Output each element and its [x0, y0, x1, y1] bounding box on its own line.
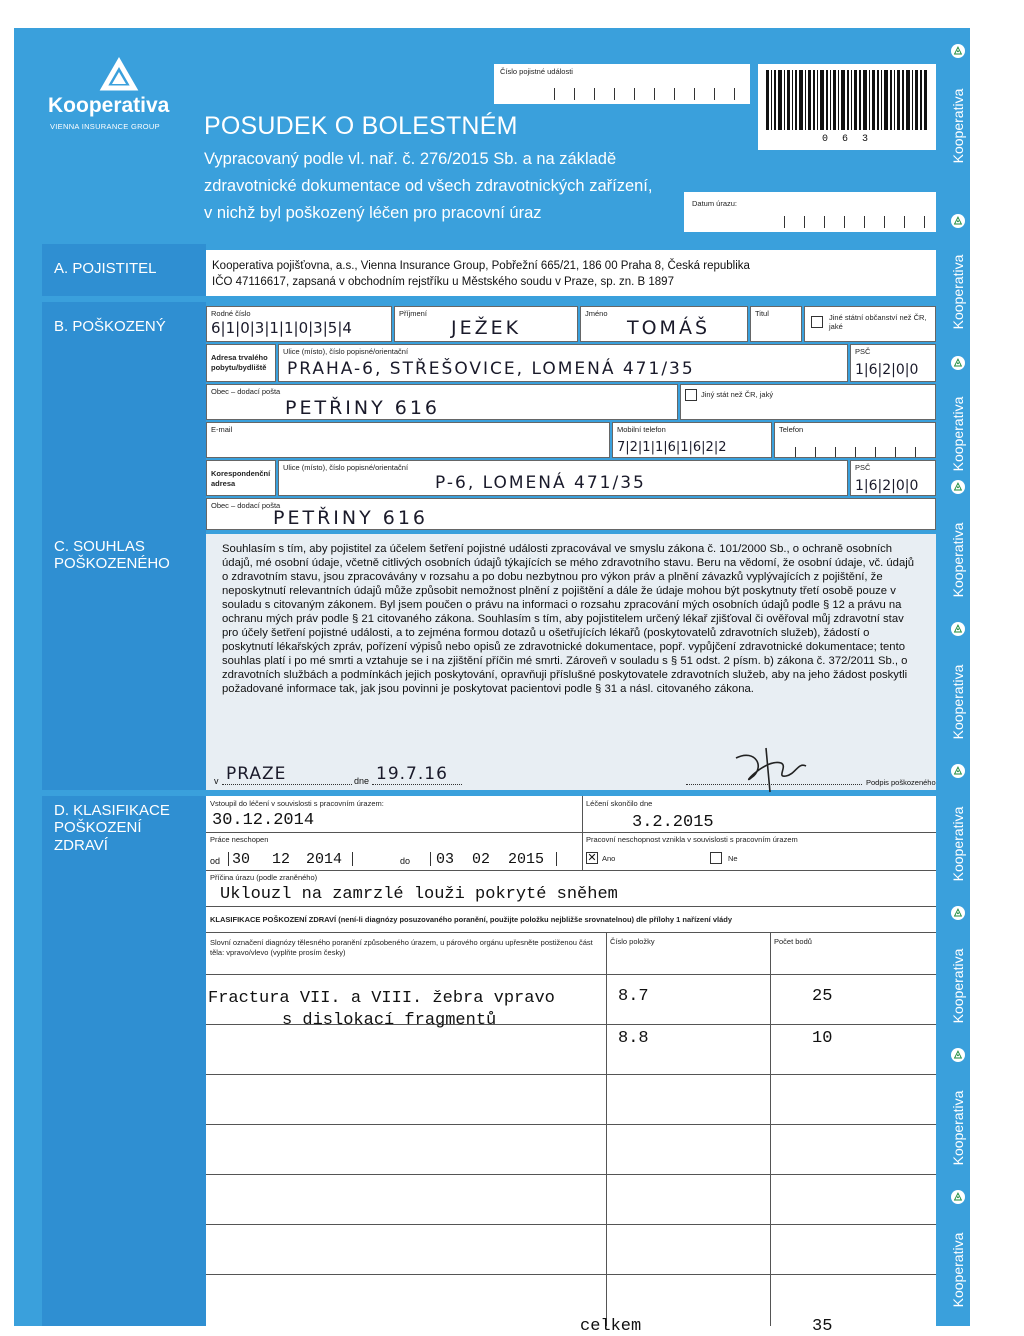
incapacity-yes-label: Ano	[602, 854, 616, 863]
total-label: celkem	[580, 1317, 642, 1336]
birth-number-value: 6|1|0|3|1|1|0|3|5|4	[211, 319, 352, 337]
stripe-logo-icon: ◬	[951, 356, 965, 370]
birth-number-field[interactable]	[206, 306, 392, 342]
diagnosis-row-2[interactable]: s dislokací fragmentů	[282, 1011, 497, 1030]
insurer-line1: Kooperativa pojišťovna, a.s., Vienna Insurance Group, Pobřežní 665/21, 186 00 Praha 8, Česká republika	[212, 260, 750, 272]
section-b-label: B. POŠKOZENÝ	[54, 318, 166, 335]
incapacity-no-checkbox[interactable]	[710, 852, 722, 864]
stripe-brand-text: Kooperativa	[950, 806, 966, 882]
kooperativa-logo	[44, 58, 194, 138]
phone-field[interactable]	[774, 422, 936, 458]
disability-label: Práce neschopen	[210, 835, 269, 844]
treatment-start-value[interactable]: 30.12.2014	[212, 811, 315, 830]
email-field[interactable]	[206, 422, 610, 458]
treatment-end-value[interactable]: 3.2.2015	[632, 813, 714, 832]
stripe-logo-icon: ◬	[951, 1190, 965, 1204]
cause-value[interactable]: Uklouzl na zamrzlé louži pokryté sněhem	[220, 885, 618, 904]
form-page	[14, 28, 970, 1336]
kooperativa-logo-icon	[44, 58, 194, 96]
injury-date-label: Datum úrazu:	[692, 199, 738, 208]
subtitle-line: zdravotnické dokumentace od všech zdravotnických zařízení,	[204, 177, 653, 195]
consent-text: Souhlasím s tím, aby pojistitel za účelem šetření pojistné události zpracovával ve smyslu zákona č. 101/2000 Sb., o ochraně osobních údajů, mé osobní údaje, včetně citlivých osobních údajů týkajících se mého zdravotního stavu. Beru na vědomí, že osobní údaje, vč. údajů o zdravotním stavu, jsou zpracovávány v rozsahu a po dobu nezbytnou pro výkon práv a plnění závazků vyplývajících z pojištění, že neposkytnutí relevantních údajů může způsobit nemožnost plnění z pojištění a dále že údaje mohou být poskytnuty třetí osobě pouze v souladu s citovaným zákonem. Byl jsem poučen o právu na informaci o rozsahu zpracování mých osobních údajů podle § 12 a právu na ochranu mých práv podle § 21 citovaného zákona. Souhlasím s tím, aby pojistitelem určený lékař zjišťoval či ověřoval můj zdravotní stav pro účely šetření pojistné události, a to zejména formou dotazů u ošetřujících lékařů (poskytovatelů zdravotních služeb), žádostí o poskytnutí lékařských zpráv, pořízení výpisů nebo opisů ze zdravotnické dokumentace, popř. vypůjčení zdravotnické dokumentace; tento souhlas platí i po mé smrti a vztahuje se i na zjištění příčin mé smrti. Zároveň v souladu s § 51 odst. 2 písm. b) zákona č. 372/2011 Sb., o zdravotních službách a podmínkách jejich poskytování, opravňuji příslušné poskytovatele zdravotních služeb, aby na jeho žádost poskytli požadované informace tak, jak jsou povinni je poskytovat pacientovi podle § 31 a násl. citovaného zákona.	[222, 543, 915, 695]
form-title: POSUDEK O BOLESTNÉM	[204, 112, 518, 140]
to-day[interactable]: 03	[436, 851, 455, 868]
claim-number-label: Číslo pojistné události	[500, 67, 573, 76]
section-c-label-line: POŠKOZENÉHO	[54, 555, 170, 573]
logo-subtitle: VIENNA INSURANCE GROUP	[50, 122, 160, 131]
psc-field[interactable]	[850, 344, 936, 382]
corr-psc-label: PSČ	[855, 463, 871, 472]
corr-psc-value: 1|6|2|0|0	[855, 478, 919, 494]
corr-street-label: Ulice (místo), číslo popisné/orientační	[283, 463, 409, 472]
mobile-label: Mobilní telefon	[617, 425, 666, 434]
corr-psc-field[interactable]	[850, 460, 936, 496]
incapacity-no-label: Ne	[728, 854, 738, 863]
side-stripe	[946, 28, 970, 1326]
diagnosis-row-1[interactable]: Fractura VII. a VIII. žebra vpravo	[208, 989, 555, 1008]
corr-address-label: Korespondenční adresa	[211, 469, 271, 488]
to-month[interactable]: 02	[472, 851, 491, 868]
insurer-box	[206, 250, 936, 296]
item-column-header: Číslo položky	[610, 937, 655, 946]
injury-date-box[interactable]	[684, 192, 936, 232]
stripe-brand-text: Kooperativa	[950, 664, 966, 740]
town-label: Obec – dodací pošta	[211, 387, 281, 396]
section-c-label	[54, 538, 170, 573]
other-state-checkbox[interactable]	[685, 389, 697, 401]
stripe-logo-icon: ◬	[951, 214, 965, 228]
other-citizenship-field[interactable]	[804, 306, 936, 342]
other-citizenship-label: Jiné státní občanství než ČR, jaké	[829, 313, 927, 331]
mobile-field[interactable]	[612, 422, 772, 458]
town-value: PETŘINY 616	[285, 397, 440, 419]
stripe-logo-icon: ◬	[951, 906, 965, 920]
surname-field[interactable]	[394, 306, 578, 342]
perm-address-label-cell	[206, 344, 276, 382]
classification-heading: KLASIFIKACE POŠKOZENÍ ZDRAVÍ (není-li diagnózy posuzovaného poranění, použijte položku nejbližše srovnatelnou) dle přílohy 1 nařízení vlády	[210, 915, 732, 924]
stripe-brand-text: Kooperativa	[950, 88, 966, 164]
section-d-label	[54, 802, 170, 854]
section-c-label-line: C. SOUHLAS	[54, 538, 145, 555]
section-d-panel	[42, 796, 206, 1326]
place-value[interactable]: PRAZE	[226, 764, 287, 784]
incapacity-label: Pracovní neschopnost vznikla v souvislosti s pracovním úrazem	[586, 835, 798, 844]
to-year[interactable]: 2015	[508, 851, 545, 868]
place-prefix: v	[214, 776, 219, 786]
from-year[interactable]: 2014	[306, 851, 343, 868]
stripe-brand-text: Kooperativa	[950, 254, 966, 330]
cause-label: Příčina úrazu (podle zraněného)	[210, 873, 318, 882]
section-d-label-line: ZDRAVÍ	[54, 836, 108, 854]
stripe-brand-text: Kooperativa	[950, 948, 966, 1024]
insurer-line2: IČO 47116617, zapsaná v obchodním rejstříku u Městského soudu v Praze, sp. zn. B 1897	[212, 276, 674, 288]
treatment-end-label: Léčení skončilo dne	[586, 799, 653, 808]
first-name-value: TOMÁŠ	[627, 317, 711, 339]
points-row-1[interactable]: 25	[812, 987, 833, 1006]
perm-address-label: Adresa trvalého pobytu/bydliště	[211, 353, 268, 372]
from-day[interactable]: 30	[232, 851, 251, 868]
other-citizenship-checkbox[interactable]	[811, 316, 823, 328]
points-column-header: Počet bodů	[774, 937, 812, 946]
first-name-field[interactable]	[580, 306, 748, 342]
from-prefix: od	[210, 856, 221, 866]
phone-label: Telefon	[779, 425, 804, 434]
psc-label: PSČ	[855, 347, 871, 356]
total-value[interactable]: 35	[812, 1317, 833, 1336]
birth-number-label: Rodné číslo	[211, 309, 251, 318]
corr-town-field[interactable]	[206, 498, 936, 530]
stripe-brand-text: Kooperativa	[950, 396, 966, 472]
stripe-brand-text: Kooperativa	[950, 1232, 966, 1308]
subtitle-line: v nichž byl poškozený léčen pro pracovní úraz	[204, 204, 542, 222]
corr-town-label: Obec – dodací pošta	[211, 501, 281, 510]
corr-town-value: PETŘINY 616	[273, 507, 428, 529]
to-prefix: do	[400, 856, 411, 866]
barcode	[758, 64, 936, 150]
logo-name: Kooperativa	[48, 94, 170, 117]
date-prefix: dne	[354, 776, 370, 786]
other-state-label: Jiný stát než ČR, jaký	[701, 390, 774, 399]
item-row-1[interactable]: 8.7	[618, 987, 649, 1006]
mobile-value: 7|2|1|1|6|1|6|2|2	[617, 440, 727, 455]
signature-label: Podpis poškozeného	[866, 778, 936, 787]
stripe-brand-text: Kooperativa	[950, 522, 966, 598]
surname-value: JEŽEK	[451, 317, 522, 339]
surname-label: Příjmení	[399, 309, 427, 318]
section-a-label: A. POJISTITEL	[54, 260, 157, 277]
points-row-2[interactable]: 10	[812, 1029, 833, 1048]
subtitle-line: Vypracovaný podle vl. nař. č. 276/2015 Sb. a na základě	[204, 150, 617, 168]
incapacity-yes-checkbox[interactable]: ✕	[587, 852, 597, 864]
barcode-bars-icon	[762, 70, 932, 132]
stripe-logo-icon: ◬	[951, 1048, 965, 1062]
item-row-2[interactable]: 8.8	[618, 1029, 649, 1048]
date-value[interactable]: 19.7.16	[376, 764, 448, 784]
stripe-logo-icon: ◬	[951, 44, 965, 58]
town-field[interactable]	[206, 384, 678, 420]
corr-street-field[interactable]	[278, 460, 848, 496]
barcode-digits: 0 6 3	[821, 134, 872, 145]
treatment-start-label: Vstoupil do léčení v souvislosti s pracovním úrazem:	[210, 799, 384, 808]
stripe-logo-icon: ◬	[951, 622, 965, 636]
other-state-field[interactable]	[680, 384, 936, 420]
corr-address-label-cell	[206, 460, 276, 496]
title-field[interactable]	[750, 306, 802, 342]
signature-mark-icon	[726, 738, 816, 794]
first-name-label: Jméno	[585, 309, 608, 318]
section-d-label-line: POŠKOZENÍ	[54, 819, 142, 837]
section-b-panel	[42, 302, 206, 530]
from-month[interactable]: 12	[272, 851, 291, 868]
stripe-logo-icon: ◬	[951, 480, 965, 494]
section-d-label-line: D. KLASIFIKACE	[54, 802, 170, 819]
street-field[interactable]	[278, 344, 848, 382]
form-subtitle	[204, 146, 724, 227]
street-label: Ulice (místo), číslo popisné/orientační	[283, 347, 409, 356]
stripe-brand-text: Kooperativa	[950, 1090, 966, 1166]
corr-street-value: P-6, LOMENÁ 471/35	[435, 473, 646, 493]
claim-number-box[interactable]	[494, 64, 750, 104]
stripe-logo-icon: ◬	[951, 764, 965, 778]
email-label: E-mail	[211, 425, 233, 434]
consent-signature-row	[206, 760, 936, 790]
title-label: Titul	[755, 309, 769, 318]
street-value: PRAHA-6, STŘEŠOVICE, LOMENÁ 471/35	[287, 359, 695, 379]
diagnosis-column-header: Slovní označení diagnózy tělesného poranění způsobeného úrazem, u párového orgánu upřesněte postiženou část těla: vpravo/vlevo (vyplňte prosím česky)	[210, 938, 593, 957]
psc-value: 1|6|2|0|0	[855, 362, 919, 378]
